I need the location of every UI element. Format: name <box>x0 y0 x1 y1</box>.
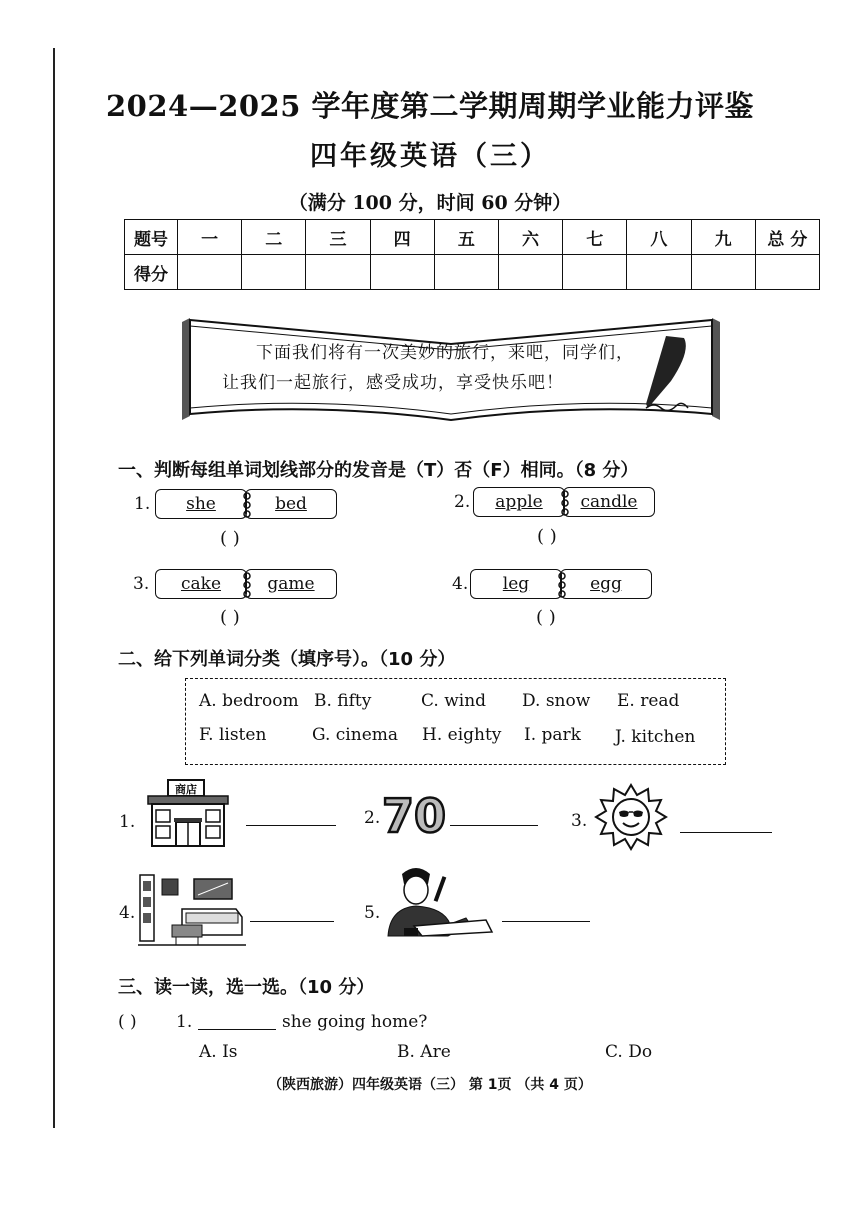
score-table <box>124 219 820 290</box>
section3-heading: 三、读一读，选一选。（10 分） <box>118 977 375 998</box>
score-input-cell[interactable] <box>627 255 691 290</box>
score-input-cell[interactable] <box>178 255 242 290</box>
answer-blank[interactable] <box>450 824 538 826</box>
score-table-cell: 四 <box>370 220 434 255</box>
picture-number: 4. <box>119 903 136 923</box>
answer-blank[interactable] <box>246 824 336 826</box>
score-time-info: （满分 100 分，时间 60 分钟） <box>288 192 572 214</box>
word-pair-3 <box>155 569 337 601</box>
answer-blank[interactable] <box>502 920 590 922</box>
score-input-cell[interactable] <box>691 255 755 290</box>
option-b[interactable]: B. Are <box>397 1042 451 1062</box>
score-input-cell[interactable] <box>370 255 434 290</box>
word-candle: candle <box>580 492 638 512</box>
boy-writing-icon <box>382 862 494 940</box>
banner-message: 下面我们将有一次美妙的旅行，来吧，同学们，让我们一起旅行，感受成功，享受快乐吧！ <box>222 343 634 393</box>
picture-number: 1. <box>119 812 136 832</box>
item-number: 1. <box>134 494 151 514</box>
word-bank-box <box>185 678 726 765</box>
score-table-cell: 七 <box>563 220 627 255</box>
word-option: C. wind <box>421 691 487 711</box>
score-input-cell[interactable] <box>434 255 498 290</box>
question-number: 1. <box>176 1012 193 1032</box>
answer-blank[interactable] <box>250 920 334 922</box>
word-option: I. park <box>524 725 581 745</box>
score-table-cell: 一 <box>178 220 242 255</box>
word-option: A. bedroom <box>199 691 299 711</box>
exam-subtitle: 四年级英语（三） <box>310 141 550 172</box>
word-pair-4 <box>470 569 652 601</box>
word-she: she <box>186 494 216 514</box>
word-option: H. eighty <box>422 725 502 745</box>
word-option: J. kitchen <box>615 727 696 747</box>
shop-sign: 商店 <box>175 783 197 796</box>
word-bed: bed <box>275 494 307 514</box>
item-number: 4. <box>452 574 469 594</box>
score-table-cell: 得分 <box>125 255 178 290</box>
score-input-cell[interactable] <box>563 255 627 290</box>
word-option: D. snow <box>522 691 591 711</box>
sunny-sun-icon <box>594 783 668 851</box>
word-apple: apple <box>495 492 543 512</box>
score-input-cell[interactable] <box>242 255 306 290</box>
answer-blank[interactable] <box>198 1028 276 1030</box>
question-text: she going home? <box>282 1012 428 1032</box>
word-cake: cake <box>180 574 222 594</box>
picture-number: 2. <box>364 808 381 828</box>
score-table-score-row <box>125 255 820 290</box>
answer-parentheses[interactable]: ( ) <box>118 1012 137 1032</box>
page-footer: （陕西旅游）四年级英语（三） 第 1页 （共 4 页） <box>268 1077 592 1093</box>
score-table-cell: 五 <box>434 220 498 255</box>
score-table-header-row <box>125 220 820 255</box>
option-c[interactable]: C. Do <box>605 1042 653 1062</box>
section2-heading: 二、给下列单词分类（填序号）。（10 分） <box>118 649 456 670</box>
score-table-cell: 六 <box>498 220 562 255</box>
score-input-cell[interactable] <box>306 255 370 290</box>
answer-parentheses[interactable]: ( ) <box>220 528 240 549</box>
answer-parentheses[interactable]: ( ) <box>537 526 557 547</box>
word-game: game <box>267 574 315 594</box>
word-option: B. fifty <box>314 691 372 711</box>
answer-parentheses[interactable]: ( ) <box>220 607 240 628</box>
answer-parentheses[interactable]: ( ) <box>536 607 556 628</box>
score-input-cell[interactable] <box>755 255 819 290</box>
word-egg: egg <box>590 574 622 594</box>
score-table-cell: 二 <box>242 220 306 255</box>
word-option: E. read <box>617 691 680 711</box>
picture-number: 3. <box>571 811 588 831</box>
word-leg: leg <box>502 574 530 594</box>
option-a[interactable]: A. Is <box>199 1042 238 1062</box>
shop-building-icon <box>146 778 230 848</box>
score-input-cell[interactable] <box>498 255 562 290</box>
section1-heading: 一、判断每组单词划线部分的发音是（T）否（F）相同。（8 分） <box>118 460 639 481</box>
number-seventy-icon <box>382 788 446 840</box>
answer-blank[interactable] <box>680 831 772 833</box>
word-pair-1 <box>155 489 337 521</box>
living-room-icon <box>138 873 246 947</box>
item-number: 3. <box>133 574 150 594</box>
score-table-cell: 题号 <box>125 220 178 255</box>
score-table-cell: 九 <box>691 220 755 255</box>
picture-number: 5. <box>364 903 381 923</box>
item-number: 2. <box>454 492 471 512</box>
score-table-cell: 八 <box>627 220 691 255</box>
word-option: F. listen <box>199 725 267 745</box>
word-pair-2 <box>473 487 655 519</box>
word-option: G. cinema <box>312 725 399 745</box>
score-table-cell: 总 分 <box>755 220 819 255</box>
exam-title: 2024—2025 学年度第二学期周期学业能力评鉴 <box>105 89 755 123</box>
seventy-digits: 70 <box>382 789 446 840</box>
score-table-cell: 三 <box>306 220 370 255</box>
